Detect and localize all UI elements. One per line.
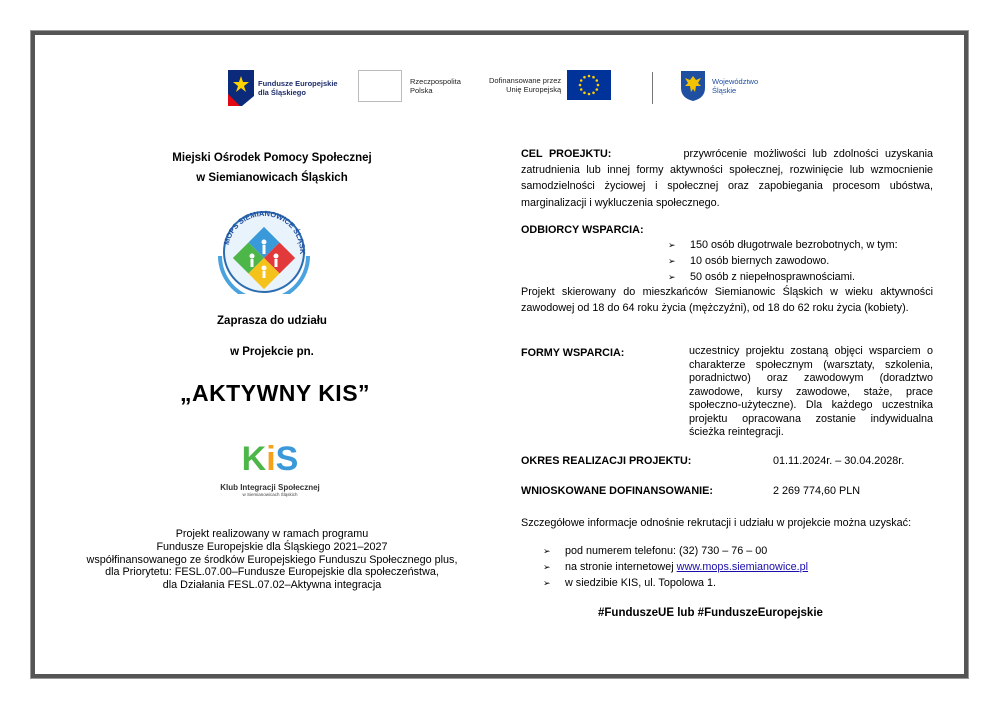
- kis-logo: [210, 436, 330, 497]
- bullet-arrow-icon: ➢: [668, 256, 676, 266]
- invite-text: Zaprasza do udziału: [217, 315, 327, 327]
- project-goal: [521, 146, 933, 211]
- bullet-arrow-icon: ➢: [668, 240, 676, 250]
- program-line: dla Priorytetu: FESL.07.00–Fundusze Europejskie dla społeczeństwa,: [105, 566, 439, 579]
- mops-ring-text: MOPS SIEMIANOWICE ŚLĄSK: [221, 208, 308, 255]
- target-group-text: Projekt skierowany do mieszkańców Siemianowic Śląskich w wieku aktywności zawodowej od 18 do 64 roku życia (mężczyźni), od 18 do 62 roku życia (kobiety).: [521, 286, 933, 315]
- bullet-arrow-icon: ➢: [668, 272, 676, 282]
- sl-logo-text-2: Śląskie: [712, 86, 737, 95]
- silesia-eagle-icon: [680, 70, 706, 102]
- in-project-text: w Projekcie pn.: [230, 346, 314, 358]
- kis-subtitle: w Siemianowicach Śląskich: [242, 492, 298, 497]
- funding-label: WNIOSKOWANE DOFINANSOWANIE:: [521, 485, 713, 497]
- bullet-arrow-icon: ➢: [543, 562, 551, 572]
- support-forms-text: uczestnicy projektu zostaną objęci wsparciem o charakterze społecznym (warsztaty, szkolenia, poradnictwo) oraz zawodowym (doradztwo zawodowe, kursy zawodowe, staże, prace społeczno-użyteczne). Dla każdego uczestnika projektu opracowana zostanie indywidualna ścieżka reintegracji.: [689, 345, 933, 438]
- goal-label: CEL PROEJKTU:: [521, 148, 612, 160]
- sl-logo-text-1: Województwo: [712, 77, 759, 86]
- goal-text: przywrócenie możliwości lub zdolności uzyskania zatrudnienia lub innej formy aktywności społecznej, rozwinięcie lub wzmocnienie samodzielności życiowej i społecznej oraz zapobiegania procesom ubóstwa, marginalizacji i wykluczenia społecznego.: [521, 148, 934, 209]
- period-label: OKRES REALIZACJI PROJEKTU:: [521, 455, 692, 467]
- contact-address: ➢ w siedzibie KIS, ul. Topolowa 1.: [543, 577, 717, 589]
- bullet-arrow-icon: ➢: [543, 546, 551, 556]
- recipients-label: ODBIORCY WSPARCIA:: [521, 224, 644, 236]
- kis-name: Klub Integracji Społecznej: [220, 483, 320, 492]
- eu-flag-icon: [567, 70, 611, 100]
- logo-rzeczpospolita: [358, 70, 461, 102]
- organization-name: [112, 148, 432, 188]
- logo-divider: [652, 72, 653, 104]
- kis-letters: KiS: [241, 440, 299, 476]
- period-value: 01.11.2024r. – 30.04.2028r.: [773, 455, 905, 467]
- eu-logo-text-2: Unię Europejską: [506, 85, 562, 94]
- website-link[interactable]: www.mops.siemianowice.pl: [676, 561, 809, 573]
- mops-logo: [214, 204, 314, 299]
- rp-logo-text-2: Polska: [410, 86, 433, 95]
- eu-logo-text-1: Dofinansowane przez: [489, 76, 562, 85]
- recipients-item: ➢ 150 osób długotrwale bezrobotnych, w tym:: [668, 239, 898, 251]
- program-line: Projekt realizowany w ramach programu: [175, 528, 369, 540]
- logo-fundusze-europejskie: [228, 70, 338, 106]
- fe-star-icon: [228, 70, 254, 106]
- org-line-2: w Siemianowicach Śląskich: [196, 172, 348, 184]
- logo-wojewodztwo-slaskie: [680, 70, 758, 102]
- fe-logo-text-2: dla Śląskiego: [258, 88, 306, 97]
- contact-phone: ➢ pod numerem telefonu: (32) 730 – 76 – 00: [543, 545, 768, 557]
- support-forms-label: FORMY WSPARCIA:: [521, 347, 625, 359]
- logo-unia-europejska: [489, 70, 611, 100]
- funding-value: 2 269 774,60 PLN: [773, 485, 861, 497]
- bullet-arrow-icon: ➢: [543, 578, 551, 588]
- recipients-item: ➢ 10 osób biernych zawodowo.: [668, 255, 830, 267]
- program-line: współfinansowanego ze środków Europejskiego Funduszu Społecznego plus,: [86, 553, 458, 566]
- rp-logo-text-1: Rzeczpospolita: [410, 77, 461, 86]
- program-info: [62, 528, 482, 592]
- org-line-1: Miejski Ośrodek Pomocy Społecznej: [172, 152, 372, 164]
- program-line: Fundusze Europejskie dla Śląskiego 2021–2027: [156, 540, 388, 553]
- details-intro: Szczegółowe informacje odnośnie rekrutacji i udziału w projekcie można uzyskać:: [521, 517, 912, 529]
- contact-website: ➢ na stronie internetowej www.mops.siemianowice.pl: [543, 561, 809, 573]
- program-line: dla Działania FESL.07.02–Aktywna integracja: [162, 579, 382, 592]
- project-title: „AKTYWNY KIS”: [179, 380, 371, 406]
- fe-logo-text-1: Fundusze Europejskie: [258, 79, 338, 88]
- poland-flag-icon: [358, 70, 402, 102]
- recipients-item: ➢ 50 osób z niepełnosprawnościami.: [668, 271, 856, 283]
- hashtags: #FunduszeUE lub #FunduszeEuropejskie: [598, 607, 823, 619]
- kis-letters-icon: [240, 436, 300, 476]
